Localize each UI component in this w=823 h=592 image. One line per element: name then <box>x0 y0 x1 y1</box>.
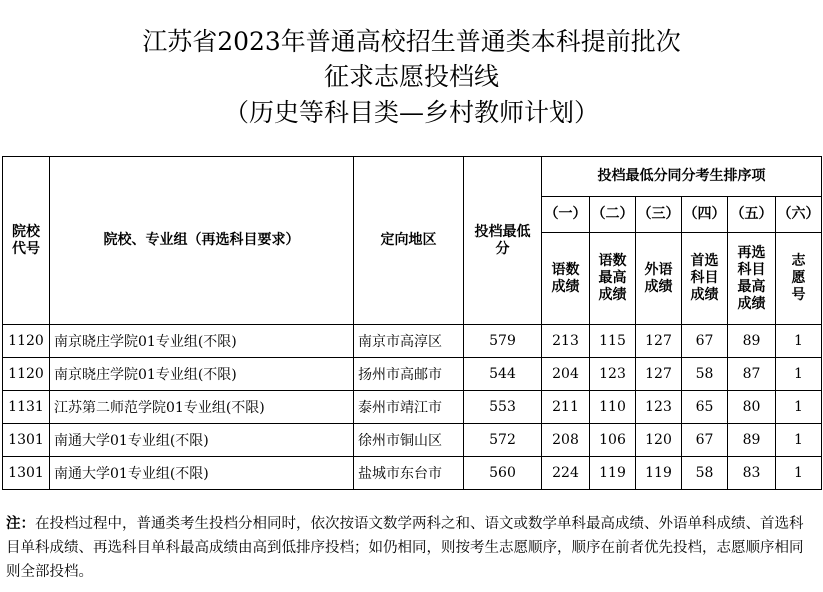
table-row <box>3 358 822 391</box>
cell-sort-6: 1 <box>776 457 822 490</box>
header-sort-num-6: （六） <box>776 197 822 233</box>
table-row <box>3 325 822 358</box>
header-sort-item-6: 志愿号 <box>776 233 822 325</box>
cell-sort-3: 127 <box>636 358 682 391</box>
cell-sort-2: 110 <box>590 391 636 424</box>
cell-score: 579 <box>464 325 542 358</box>
header-code: 院校代号 <box>3 157 50 325</box>
header-sort-group: 投档最低分同分考生排序项 <box>542 157 822 197</box>
header-sort-num-2: （二） <box>590 197 636 233</box>
table-row <box>3 424 822 457</box>
table-row <box>3 457 822 490</box>
header-sort-item-2: 语数最高成绩 <box>590 233 636 325</box>
header-min-score: 投档最低分 <box>464 157 542 325</box>
footnote <box>6 512 816 584</box>
header-sort-item-1: 语数成绩 <box>542 233 590 325</box>
cell-region: 泰州市靖江市 <box>354 391 464 424</box>
header-sort-item-4: 首选科目成绩 <box>682 233 728 325</box>
cell-sort-1: 211 <box>542 391 590 424</box>
admission-score-table <box>2 156 822 490</box>
cell-sort-2: 115 <box>590 325 636 358</box>
title-line-3: （历史等科目类—乡村教师计划） <box>223 98 599 127</box>
cell-school: 南京晓庄学院01专业组(不限) <box>50 358 354 391</box>
cell-sort-3: 127 <box>636 325 682 358</box>
cell-region: 南京市高淳区 <box>354 325 464 358</box>
cell-sort-3: 120 <box>636 424 682 457</box>
cell-sort-1: 204 <box>542 358 590 391</box>
cell-sort-2: 119 <box>590 457 636 490</box>
cell-sort-1: 213 <box>542 325 590 358</box>
cell-score: 572 <box>464 424 542 457</box>
cell-region: 徐州市铜山区 <box>354 424 464 457</box>
header-sort-num-5: （五） <box>728 197 776 233</box>
cell-code: 1120 <box>3 325 50 358</box>
footnote-text: 在投档过程中，普通类考生投档分相同时，依次按语文数学两科之和、语文或数学单科最高成绩、外语单科成绩、首选科目单科成绩、再选科目单科最高成绩由高到低排序投档；如仍相同，则按考生志愿顺序，顺序在前者优先投档，志愿顺序相同则全部投档。 <box>6 516 804 580</box>
cell-region: 盐城市东台市 <box>354 457 464 490</box>
cell-sort-3: 119 <box>636 457 682 490</box>
header-sort-num-3: （三） <box>636 197 682 233</box>
cell-score: 553 <box>464 391 542 424</box>
table-row <box>3 391 822 424</box>
header-sort-item-5: 再选科目最高成绩 <box>728 233 776 325</box>
cell-school: 南通大学01专业组(不限) <box>50 457 354 490</box>
header-sort-num-1: （一） <box>542 197 590 233</box>
cell-code: 1120 <box>3 358 50 391</box>
cell-sort-6: 1 <box>776 391 822 424</box>
cell-sort-4: 58 <box>682 358 728 391</box>
cell-sort-6: 1 <box>776 358 822 391</box>
cell-sort-5: 80 <box>728 391 776 424</box>
title-line-2: 征求志愿投档线 <box>323 62 499 91</box>
cell-code: 1131 <box>3 391 50 424</box>
cell-score: 560 <box>464 457 542 490</box>
footnote-label: 注： <box>6 516 35 532</box>
cell-sort-1: 224 <box>542 457 590 490</box>
cell-school: 江苏第二师范学院01专业组(不限) <box>50 391 354 424</box>
cell-sort-2: 123 <box>590 358 636 391</box>
cell-school: 南通大学01专业组(不限) <box>50 424 354 457</box>
cell-sort-1: 208 <box>542 424 590 457</box>
header-region: 定向地区 <box>354 157 464 325</box>
cell-sort-4: 67 <box>682 424 728 457</box>
header-sort-num-4: （四） <box>682 197 728 233</box>
cell-sort-6: 1 <box>776 424 822 457</box>
cell-sort-3: 123 <box>636 391 682 424</box>
cell-code: 1301 <box>3 424 50 457</box>
cell-sort-5: 89 <box>728 424 776 457</box>
cell-score: 544 <box>464 358 542 391</box>
cell-region: 扬州市高邮市 <box>354 358 464 391</box>
cell-sort-4: 67 <box>682 325 728 358</box>
cell-sort-4: 65 <box>682 391 728 424</box>
header-school: 院校、专业组（再选科目要求） <box>50 157 354 325</box>
cell-sort-5: 87 <box>728 358 776 391</box>
cell-sort-5: 89 <box>728 325 776 358</box>
title-line-1: 江苏省2023年普通高校招生普通类本科提前批次 <box>142 27 681 56</box>
cell-sort-6: 1 <box>776 325 822 358</box>
cell-code: 1301 <box>3 457 50 490</box>
cell-school: 南京晓庄学院01专业组(不限) <box>50 325 354 358</box>
cell-sort-2: 106 <box>590 424 636 457</box>
header-sort-item-3: 外语成绩 <box>636 233 682 325</box>
cell-sort-5: 83 <box>728 457 776 490</box>
cell-sort-4: 58 <box>682 457 728 490</box>
